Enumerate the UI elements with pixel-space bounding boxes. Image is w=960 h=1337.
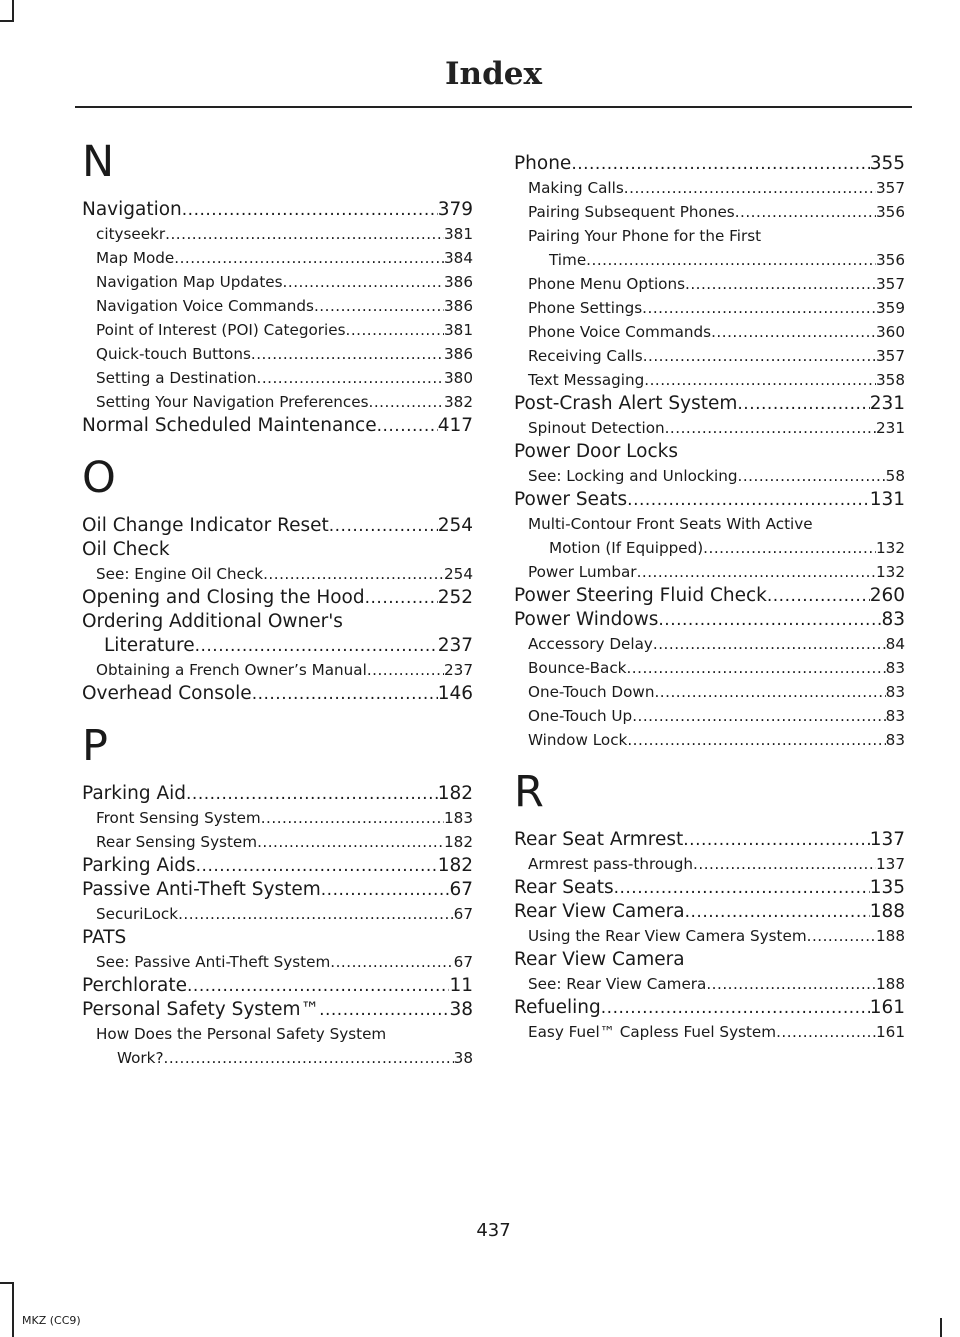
index-subentry[interactable]: Phone Voice Commands ..... 360 [514, 320, 905, 344]
index-subentry[interactable]: Navigation Map Updates ..... 386 [82, 270, 473, 294]
crop-mark-bottom-right-v [940, 1318, 942, 1337]
index-subentry-line1[interactable]: Pairing Your Phone for the First [528, 227, 762, 245]
index-entry-rear-view-camera[interactable]: Rear View Camera ..... 188 [514, 900, 905, 924]
index-entry-pats[interactable]: PATS [82, 927, 127, 948]
index-subentry[interactable]: Front Sensing System ..... 183 [82, 806, 473, 830]
index-subentry[interactable]: Accessory Delay ..... 84 [514, 632, 905, 656]
index-entry-power-windows[interactable]: Power Windows ..... 83 [514, 608, 905, 632]
index-subentry[interactable]: One-Touch Up ..... 83 [514, 704, 905, 728]
index-subentry-line2[interactable]: Time ..... 356 [514, 248, 905, 272]
section-letter-p: P [82, 721, 108, 771]
index-subentry[interactable]: Phone Menu Options ..... 357 [514, 272, 905, 296]
index-subentry[interactable]: Setting a Destination ..... 380 [82, 366, 473, 390]
section-letter-n: N [82, 137, 115, 187]
index-entry-personal-safety[interactable]: Personal Safety System™ ..... 38 [82, 998, 473, 1022]
index-entry-power-seats[interactable]: Power Seats ..... 131 [514, 488, 905, 512]
index-subentry[interactable]: SecuriLock ..... 67 [82, 902, 473, 926]
index-entry-power-door-locks[interactable]: Power Door Locks [514, 441, 679, 462]
index-entry-perchlorate[interactable]: Perchlorate ..... 11 [82, 974, 473, 998]
index-subentry[interactable]: Spinout Detection ..... 231 [514, 416, 905, 440]
index-subentry-line1[interactable]: How Does the Personal Safety System [96, 1025, 387, 1043]
index-entry-passive-anti-theft[interactable]: Passive Anti-Theft System ..... 67 [82, 878, 473, 902]
index-subentry-line2[interactable]: Motion (If Equipped) ..... 132 [514, 536, 905, 560]
index-subentry[interactable]: See: Rear View Camera ..... 188 [514, 972, 905, 996]
footer-model-code: MKZ (CC9) [22, 1314, 81, 1327]
index-subentry[interactable]: Text Messaging ..... 358 [514, 368, 905, 392]
index-subentry[interactable]: Point of Interest (POI) Categories ..... 381 [82, 318, 473, 342]
crop-mark-top-left-h [0, 20, 14, 22]
index-entry-ordering-line2[interactable]: Literature ..... 237 [82, 634, 473, 658]
index-subentry[interactable]: See: Passive Anti-Theft System ..... 67 [82, 950, 473, 974]
index-subentry[interactable]: cityseekr ..... 381 [82, 222, 473, 246]
index-subentry[interactable]: Using the Rear View Camera System ..... 188 [514, 924, 905, 948]
index-entry-normal-maintenance[interactable]: Normal Scheduled Maintenance ..... 417 [82, 414, 473, 438]
index-subentry-line2[interactable]: Work? ..... 38 [82, 1046, 473, 1070]
index-entry-overhead-console[interactable]: Overhead Console ..... 146 [82, 682, 473, 706]
index-entry-parking-aid[interactable]: Parking Aid ..... 182 [82, 782, 473, 806]
index-column-right [514, 152, 905, 1044]
index-column-left [82, 137, 473, 1070]
index-subentry[interactable]: Map Mode ..... 384 [82, 246, 473, 270]
page-title: Index [445, 56, 542, 92]
index-entry-power-steering[interactable]: Power Steering Fluid Check ..... 260 [514, 584, 905, 608]
index-subentry[interactable]: Obtaining a French Owner’s Manual ..... 237 [82, 658, 473, 682]
index-subentry[interactable]: Window Lock ..... 83 [514, 728, 905, 752]
page-ref: 379 [437, 199, 473, 220]
index-subentry[interactable]: Power Lumbar ..... 132 [514, 560, 905, 584]
index-subentry[interactable]: Pairing Subsequent Phones ..... 356 [514, 200, 905, 224]
index-subentry[interactable]: Making Calls ..... 357 [514, 176, 905, 200]
index-subentry[interactable]: See: Locking and Unlocking ..... 58 [514, 464, 905, 488]
crop-mark-bottom-left-v [12, 1282, 14, 1337]
crop-mark-bottom-left-h [0, 1282, 14, 1284]
index-subentry[interactable]: Receiving Calls ..... 357 [514, 344, 905, 368]
index-subentry[interactable]: Setting Your Navigation Preferences ..... 382 [82, 390, 473, 414]
index-entry-oil-reset[interactable]: Oil Change Indicator Reset ..... 254 [82, 514, 473, 538]
index-subentry-line1[interactable]: Multi-Contour Front Seats With Active [528, 515, 813, 533]
index-subentry[interactable]: Armrest pass-through ..... 137 [514, 852, 905, 876]
index-entry-oil-check[interactable]: Oil Check [82, 539, 170, 560]
index-entry-rear-seats[interactable]: Rear Seats ..... 135 [514, 876, 905, 900]
index-subentry[interactable]: Phone Settings ..... 359 [514, 296, 905, 320]
page-number: 437 [476, 1220, 511, 1241]
section-letter-o: O [82, 453, 116, 503]
index-subentry[interactable]: Quick-touch Buttons ..... 386 [82, 342, 473, 366]
index-subentry[interactable]: Rear Sensing System ..... 182 [82, 830, 473, 854]
index-entry-ordering-line1[interactable]: Ordering Additional Owner's [82, 611, 343, 632]
section-letter-r: R [514, 767, 544, 817]
index-entry-rear-seat-armrest[interactable]: Rear Seat Armrest ..... 137 [514, 828, 905, 852]
index-entry-opening-hood[interactable]: Opening and Closing the Hood ..... 252 [82, 586, 473, 610]
index-subentry[interactable]: Easy Fuel™ Capless Fuel System ..... 161 [514, 1020, 905, 1044]
header-divider [75, 106, 912, 108]
index-entry-phone[interactable]: Phone ..... 355 [514, 152, 905, 176]
index-entry-parking-aids[interactable]: Parking Aids ..... 182 [82, 854, 473, 878]
index-entry-post-crash[interactable]: Post-Crash Alert System ..... 231 [514, 392, 905, 416]
index-subentry[interactable]: Bounce-Back ..... 83 [514, 656, 905, 680]
index-subentry[interactable]: Navigation Voice Commands ..... 386 [82, 294, 473, 318]
index-subentry[interactable]: One-Touch Down ..... 83 [514, 680, 905, 704]
index-entry-rear-view-camera-see[interactable]: Rear View Camera [514, 949, 685, 970]
crop-mark-top-left-v [12, 0, 14, 22]
index-entry-navigation[interactable]: Navigation ..... 379 [82, 198, 473, 222]
index-entry-refueling[interactable]: Refueling ..... 161 [514, 996, 905, 1020]
index-subentry[interactable]: See: Engine Oil Check ..... 254 [82, 562, 473, 586]
